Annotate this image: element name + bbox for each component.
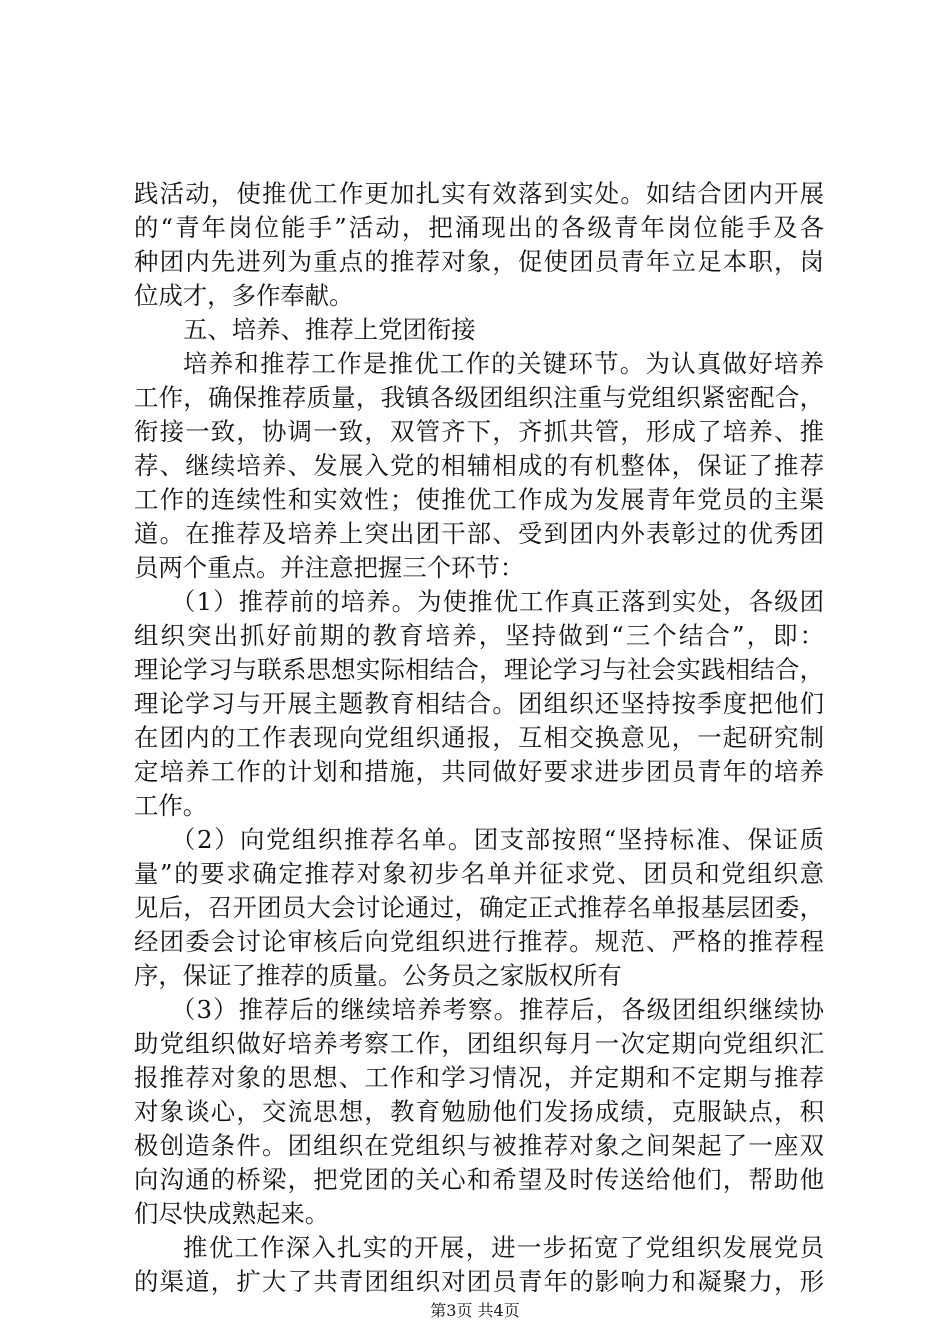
text-line: 理论学习与开展主题教育相结合。团组织还坚持按季度把他们 bbox=[134, 689, 824, 718]
text-line: 见后，召开团员大会讨论通过，确定正式推荐名单报基层团委， bbox=[134, 893, 824, 922]
text-line: 在团内的工作表现向党组织通报，互相交换意见，一起研究制 bbox=[134, 723, 824, 752]
text-line: 道。在推荐及培养上突出团干部、受到团内外表彰过的优秀团 bbox=[134, 519, 824, 548]
text-line: 工作。 bbox=[134, 791, 208, 820]
text-line: 工作的连续性和实效性；使推优工作成为发展青年党员的主渠 bbox=[134, 485, 824, 514]
text-line: 对象谈心，交流思想，教育勉励他们发扬成绩，克服缺点，积 bbox=[134, 1097, 824, 1126]
text-line: 极创造条件。团组织在党组织与被推荐对象之间架起了一座双 bbox=[134, 1131, 824, 1160]
text-line: 们尽快成熟起来。 bbox=[134, 1199, 330, 1228]
text-line: 定培养工作的计划和措施，共同做好要求进步团员青年的培养 bbox=[134, 757, 824, 786]
section-heading: 五、培养、推荐上党团衔接 bbox=[183, 315, 476, 344]
text-line: 培养和推荐工作是推优工作的关键环节。为认真做好培养 bbox=[183, 349, 824, 378]
text-line: （3）推荐后的继续培养考察。推荐后，各级团组织继续协 bbox=[171, 995, 824, 1024]
text-line: 工作，确保推荐质量，我镇各级团组织注重与党组织紧密配合， bbox=[134, 383, 824, 412]
text-line: 位成才，多作奉献。 bbox=[134, 281, 354, 310]
text-line: 衔接一致，协调一致，双管齐下，齐抓共管，形成了培养、推 bbox=[134, 417, 824, 446]
text-line: 经团委会讨论审核后向党组织进行推荐。规范、严格的推荐程 bbox=[134, 927, 824, 956]
text-line: 量”的要求确定推荐对象初步名单并征求党、团员和党组织意 bbox=[134, 859, 824, 888]
page-footer: 第3页 共4页 bbox=[430, 1301, 520, 1320]
text-line: 员两个重点。并注意把握三个环节： bbox=[134, 553, 525, 582]
text-line: 序，保证了推荐的质量。公务员之家版权所有 bbox=[134, 961, 622, 990]
text-line: 组织突出抓好前期的教育培养，坚持做到“三个结合”，即： bbox=[134, 621, 824, 650]
text-line: 种团内先进列为重点的推荐对象，促使团员青年立足本职，岗 bbox=[134, 247, 824, 276]
text-line: 推优工作深入扎实的开展，进一步拓宽了党组织发展党员 bbox=[183, 1233, 824, 1262]
text-line: 助党组织做好培养考察工作，团组织每月一次定期向党组织汇 bbox=[134, 1029, 824, 1058]
text-line: （2）向党组织推荐名单。团支部按照“坚持标准、保证质 bbox=[171, 825, 824, 854]
text-line: 报推荐对象的思想、工作和学习情况，并定期和不定期与推荐 bbox=[134, 1063, 824, 1092]
text-line: 践活动，使推优工作更加扎实有效落到实处。如结合团内开展 bbox=[134, 179, 824, 208]
text-line: 理论学习与联系思想实际相结合，理论学习与社会实践相结合， bbox=[134, 655, 824, 684]
text-line: 的渠道，扩大了共青团组织对团员青年的影响力和凝聚力，形 bbox=[134, 1267, 824, 1296]
text-line: 的“青年岗位能手”活动，把涌现出的各级青年岗位能手及各 bbox=[134, 213, 824, 242]
text-line: （1）推荐前的培养。为使推优工作真正落到实处，各级团 bbox=[171, 587, 824, 616]
text-line: 荐、继续培养、发展入党的相辅相成的有机整体，保证了推荐 bbox=[134, 451, 824, 480]
text-line: 向沟通的桥梁，把党团的关心和希望及时传送给他们，帮助他 bbox=[134, 1165, 824, 1194]
